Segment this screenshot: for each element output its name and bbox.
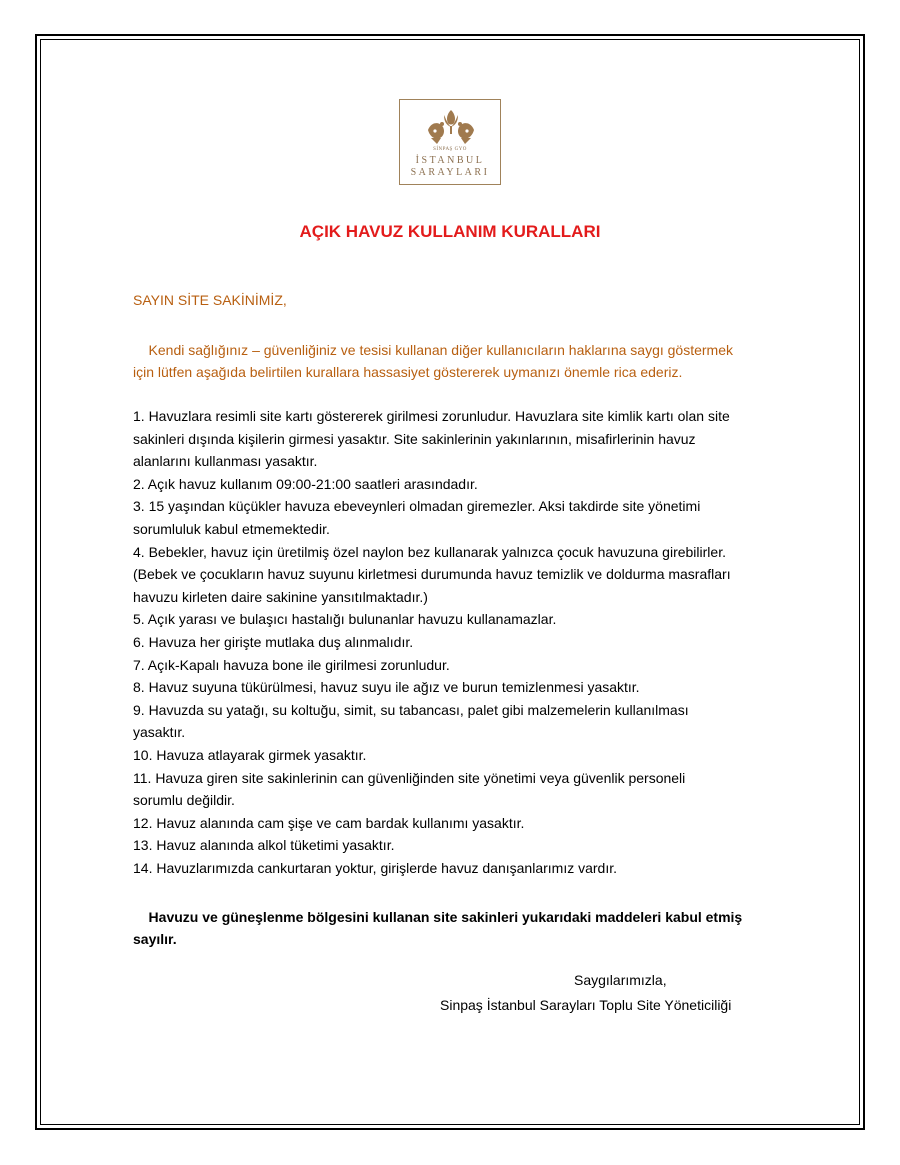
rule-line: 3. 15 yaşından küçükler havuza ebeveynleri olmadan giremezler. Aksi takdirde site yönetimi: [133, 498, 701, 515]
rule-line: yasaktır.: [133, 724, 186, 741]
closing-line: sayılır.: [133, 931, 177, 947]
rule-line: 8. Havuz suyuna tükürülmesi, havuz suyu ile ağız ve burun temizlenmesi yasaktır.: [133, 679, 640, 696]
rule-line: sakinleri dışında kişilerin girmesi yasaktır. Site sakinlerinin yakınlarının, misafirlerinin havuz: [133, 430, 696, 447]
rule-line: 12. Havuz alanında cam şişe ve cam bardak kullanımı yasaktır.: [133, 814, 525, 831]
rule-line: 11. Havuza giren site sakinlerinin can güvenliğinden site yönetimi veya güvenlik personeli: [133, 769, 686, 786]
rule-line: 4. Bebekler, havuz için üretilmiş özel naylon bez kullanarak yalnızca çocuk havuzuna girebilirler.: [133, 543, 726, 560]
closing-line: Havuzu ve güneşlenme bölgesini kullanan site sakinleri yukarıdaki maddeleri kabul etmiş: [133, 909, 743, 925]
signature: Sinpaş İstanbul Sarayları Toplu Site Yöneticiliği: [440, 997, 732, 1013]
rule-line: 5. Açık yarası ve bulaşıcı hastalığı bulunanlar havuzu kullanamazlar.: [133, 611, 557, 628]
rule-line: 6. Havuza her girişte mutlaka duş alınmalıdır.: [133, 633, 414, 650]
greeting: SAYIN SİTE SAKİNİMİZ,: [133, 292, 287, 308]
regards: Saygılarımızla,: [574, 972, 667, 988]
rule-line: 1. Havuzlara resimli site kartı göstererek girilmesi zorunludur. Havuzlara site kimlik kartı olan site: [133, 408, 730, 424]
intro-line: için lütfen aşağıda belirtilen kurallara hassasiyet göstererek uymanızı önemle rica ederiz.: [133, 364, 683, 380]
logo-name-line1: İSTANBUL: [415, 155, 485, 166]
rule-line: 7. Açık-Kapalı havuza bone ile girilmesi zorunludur.: [133, 656, 450, 673]
peacock-emblem-icon: [425, 106, 477, 146]
rule-line: (Bebek ve çocukların havuz suyunu kirletmesi durumunda havuz temizlik ve doldurma masrafları: [133, 566, 731, 583]
logo: [399, 99, 501, 185]
rule-line: 13. Havuz alanında alkol tüketimi yasaktır.: [133, 837, 395, 854]
rule-line: 2. Açık havuz kullanım 09:00-21:00 saatleri arasındadır.: [133, 475, 478, 492]
rule-line: havuzu kirleten daire sakinine yansıtılmaktadır.): [133, 588, 428, 605]
rule-line: alanlarını kullanması yasaktır.: [133, 453, 318, 470]
logo-brand: SİNPAŞ GYO: [433, 147, 467, 152]
rule-line: 14. Havuzlarımızda cankurtaran yoktur, girişlerde havuz danışanlarımız vardır.: [133, 859, 617, 876]
rule-line: sorumlu değildir.: [133, 792, 235, 809]
page-title: AÇIK HAVUZ KULLANIM KURALLARI: [299, 222, 601, 241]
rule-line: sorumluluk kabul etmemektedir.: [133, 520, 330, 537]
logo-name-line2: SARAYLARI: [410, 167, 490, 178]
intro-line: Kendi sağlığınız – güvenliğiniz ve tesisi kullanan diğer kullanıcıların haklarına saygı göstermek: [133, 342, 733, 358]
intro-paragraph: [133, 339, 773, 383]
rule-line: 10. Havuza atlayarak girmek yasaktır.: [133, 746, 367, 763]
rule-line: 9. Havuzda su yatağı, su koltuğu, simit, su tabancası, palet gibi malzemelerin kullanılması: [133, 701, 689, 718]
rules-list: [133, 405, 773, 879]
closing-paragraph: [133, 906, 773, 950]
